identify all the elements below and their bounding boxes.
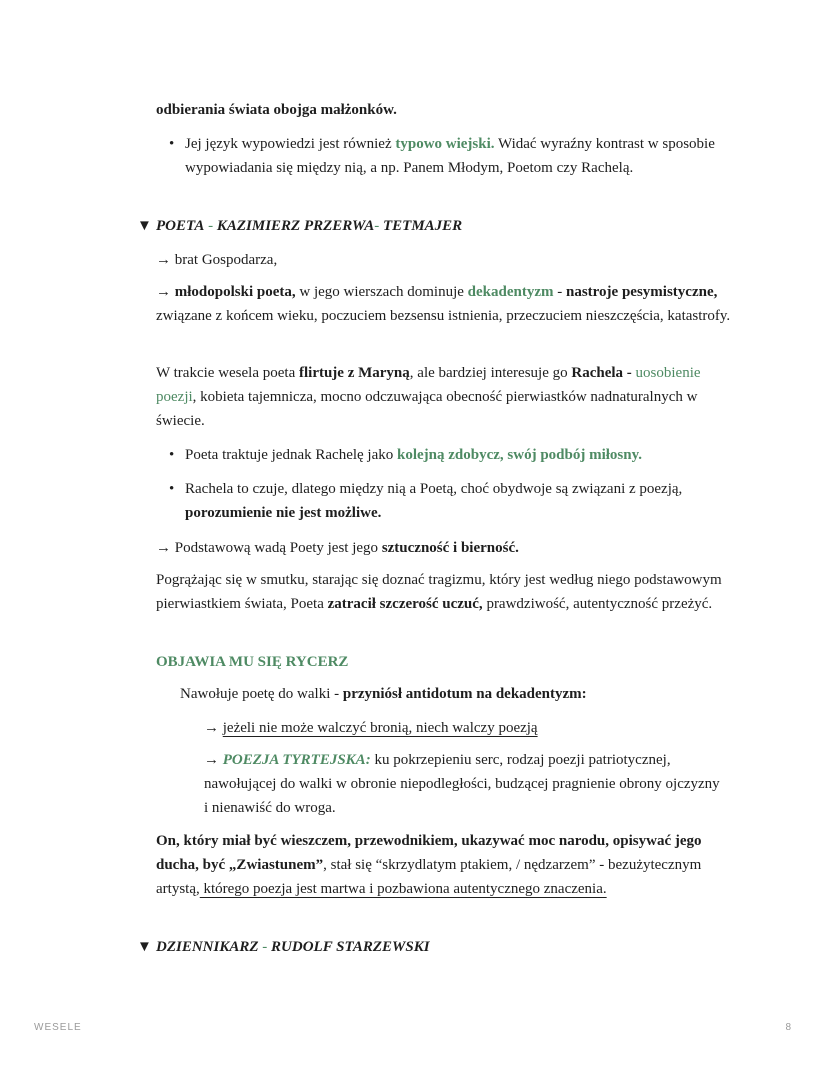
triangle-down-icon[interactable]: ▼ (137, 218, 152, 234)
text: → Podstawową wadą Poety jest jego (156, 540, 382, 556)
arrow: → (204, 752, 223, 768)
heading-dash: - (374, 218, 383, 234)
mlodopolski-paragraph (156, 280, 736, 328)
text: w jego wierszach dominuje (295, 284, 468, 300)
text: Poeta traktuje jednak Rachelę jako (185, 447, 397, 463)
tyrtejska-paragraph (204, 748, 726, 820)
text: , stał się “skrzydlatym ptakiem, / nędzarzem” - bezużytecznym artystą, (156, 857, 702, 897)
text: Widać wyraźny kontrast w sposobie wypowiadania się między nią, a np. Panem Młodym, Poetom czy Rachelą. (185, 136, 715, 176)
wada-line (156, 536, 736, 560)
section-heading-poeta (137, 214, 462, 238)
bold-text: zatracił szczerość uczuć, (327, 596, 483, 612)
text: W trakcie wesela poeta (156, 365, 299, 381)
highlight-text: kolejną zdobycz, swój podbój miłosny. (397, 447, 643, 463)
heading-person: RUDOLF STARZEWSKI (271, 939, 430, 955)
triangle-down-icon[interactable]: ▼ (137, 939, 152, 955)
text: , ale bardziej interesuje go (409, 365, 572, 381)
brat-line: → brat Gospodarza, (156, 252, 278, 268)
highlight-text: dekadentyzm (467, 284, 554, 300)
bold-text: młodopolski poeta, (174, 284, 296, 300)
arrow: → (156, 284, 175, 300)
underlined-text: którego poezja jest martwa i pozbawiona autentycznego znaczenia. (199, 881, 607, 897)
arrow: → (204, 720, 223, 736)
list-item (156, 477, 736, 525)
bullet-list-rachela (156, 443, 736, 525)
bold-text: nastroje pesymistyczne, (565, 284, 718, 300)
bold-text: Rachela - (571, 365, 632, 381)
wesele-paragraph (156, 361, 736, 433)
highlight-text: uosobienie poezji (156, 365, 701, 405)
bold-text: sztuczność i bierność. (381, 540, 519, 556)
bold-text: On, który miał być wieszczem, przewodnikiem, ukazywać moc narodu, opisywać jego ducha, być „Zwiastunem” (156, 833, 702, 873)
text: Nawołuje poetę do walki - (180, 686, 343, 702)
heading-person: KAZIMIERZ PRZERWA (216, 218, 375, 234)
text: ku pokrzepieniu serc, rodzaj poezji patriotycznej, nawołującej do walki w obronie niepodległości, budzącej pragnienie obrony ojczyzny i nienawiść do wroga. (204, 752, 720, 816)
text: , kobieta tajemnicza, mocno odczuwająca obecność pierwiastków nadnaturalnych w świecie. (156, 389, 698, 429)
bold-text: porozumienie nie jest możliwe. (185, 505, 382, 521)
nawoluje-line (180, 682, 740, 706)
section-heading-dziennikarz (137, 935, 430, 959)
list-item (156, 443, 736, 467)
bullet-list-language (156, 132, 736, 180)
heading-name: POETA (156, 218, 205, 234)
text: Rachela to czuje, dlatego między nią a Poetą, choć obydwoje są związani z poezją, (185, 481, 683, 497)
footer-title: WESELE (34, 1022, 82, 1033)
underlined-text: jeżeli nie może walczyć bronią, niech walczy poezją (222, 720, 538, 736)
text: Jej język wypowiedzi jest również (185, 136, 396, 152)
heading-person: TETMAJER (383, 218, 463, 234)
smutek-paragraph (156, 568, 736, 616)
page-number: 8 (785, 1022, 792, 1033)
highlight-text: POEZJA TYRTEJSKA: (222, 752, 371, 768)
heading-name: DZIENNIKARZ (156, 939, 259, 955)
bold-text: flirtuje z Maryną (298, 365, 410, 381)
text: Pogrążając się w smutku, starając się doznać tragizmu, który jest według niego podstawowym pierwiastkiem świata, Poeta (156, 572, 722, 612)
rycerz-heading: OBJAWIA MU SIĘ RYCERZ (156, 654, 349, 670)
text: związane z końcem wieku, poczuciem bezsensu istnienia, przeczuciem nieszczęścia, katastrofy. (156, 308, 731, 324)
jezeli-line (204, 716, 744, 740)
heading-dash: - (258, 939, 272, 955)
wieszcz-paragraph (156, 829, 731, 901)
heading-dash: - (204, 218, 217, 234)
bold-text: przyniósł antidotum na dekadentyzm: (342, 686, 587, 702)
text: - (553, 284, 566, 300)
highlight-text: typowo wiejski. (395, 136, 495, 152)
list-item (156, 132, 736, 180)
text: prawdziwość, autentyczność przeżyć. (482, 596, 713, 612)
intro-bold-line: odbierania świata obojga małżonków. (156, 102, 397, 118)
